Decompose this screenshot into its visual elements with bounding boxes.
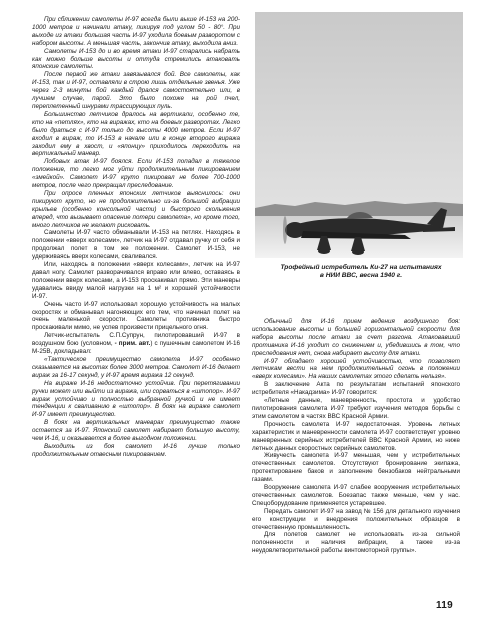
photo-caption	[262, 264, 460, 281]
paragraph: После первой же атаки завязывался бой. Все самолеты, как И-153, так и И-97, оставляли в строю лишь отдельные звенья. Уже через 2-3 минуты бой каждый дрался самостоятельно или, в лучшем случае, парой. Это было похоже на рой пчел, переплетенный шнурами трассирующих пуль.	[32, 71, 240, 110]
paragraph: Самолеты И-97 часто обманывали И-153 на петлях. Находясь в положении «вверх колесами», летчик на И-97 отдавал ручку от себя и продолжал полет в том же положении. Самолет И-153, не удерживаясь вверх колесами, сваливался.	[32, 229, 240, 261]
paragraph: При опросе пленных японских летчиков выяснилось: они пикируют круто, но не продолжительно из-за большой вибрации крыльев (особенно консольной части) и быстрого скольжения вперед, что вызывает опасение потери самолета», но кроме того, много летчиков не желают рисковать.	[32, 189, 240, 229]
paragraph: Лобовых атак И-97 боялся. Если И-153 попадал в тяжелое положение, то легко мог уйти продолжительным пикированием «змейкой». Самолет И-97 круто пикировал не более 700-1000 метров, после чего прекращал преследование.	[32, 158, 240, 190]
left-text-column	[32, 16, 240, 459]
paragraph: Или, находясь в положении «вверх колесами», летчик на И-97 давал ногу. Самолет разворачивался вправо или влево, оставаясь в положении вверх колесами, а И-153 проскакивал прямо. Эти маневры удавались ввиду малой нагрузки на 1 м² и хорошей устойчивости И-97.	[32, 261, 240, 300]
paragraph: Передать самолет И-97 на завод № 156 для детального изучения его конструкции и внедрения положительных образцов в отечественную промышленность.	[252, 507, 460, 531]
paragraph: Вооружение самолета И-97 слабее вооружения истребительных отечественных самолетов. Боезапас также меньше, чем у нас. Спецоборудование применяется устаревшее.	[252, 484, 460, 507]
paragraph: Летчик-испытатель С.П.Супрун, пилотировавший И-97 в воздушном бою (условном, - прим. авт.) с пушечным самолетом И-16 М-25В, докладывал:	[32, 332, 240, 356]
paragraph: Очень часто И-97 использовал хорошую устойчивость на малых скоростях и обманывал нагоняющих его тем, что начинал полет на очень маленькой скорости. Самолеты противника быстро проскакивали мимо, не успев произвести прицельного огня.	[32, 300, 240, 332]
paragraph: Живучесть самолета И-97 меньшая, чем у истребительных отечественных самолетов. Отсутствуют бронирование экипажа, протектирование баков и заполнение бензобаков нейтральными газами.	[252, 452, 460, 484]
paragraph: Для полетов самолет не использовать из-за сильной полоненности и наличия вибрации, а также из-за неудовлетворительной работы винтомоторной группы».	[252, 531, 460, 555]
paragraph: «Тактическое преимущество самолета И-97 особенно сказывается на высотах более 3000 метров. Самолет И-16 делает вираж за 16-17 секунд, у И-97 время виража 12 секунд.	[32, 355, 240, 379]
caption-line-2: в НИИ ВВС, весна 1940 г.	[319, 272, 403, 280]
page-number: 119	[436, 600, 454, 611]
paragraph: Самолеты И-153 до и во время атаки И-97 старались набрать как можно больше высоты и оттуда стремились атаковать японские самолеты.	[32, 47, 240, 71]
paragraph: «Летные данные, маневренность, простота и удобство пилотирования самолета И-97 требуют изучения методов борьбы с этим самолетом в частях ВВС Красной Армии.	[252, 397, 460, 420]
paragraph: Большинство летчиков дралось на вертикали, особенно те, кто на «петлях», кто на виражах, кто на боевых разворотах. Легко было драться с И-97 только до высоты 4000 метров. Если И-97 входил в вираж, то И-153 в начале или в конце второго виража заходил ему в хвост, и «японцу» приходилось переходить на вертикальный маневр.	[32, 110, 240, 158]
paragraph: На вираже И-16 недостаточно устойчив. При перетягивании ручки может или выйти из виража, или сорваться в «штопор». И-97 вираж устойчиво и полностью выбранной ручкой и не имеет тенденции к сваливанию в «штопор». В боях на вираже самолет И-97 имеет преимущество.	[32, 379, 240, 419]
aircraft-photo	[255, 12, 463, 258]
paragraph: И-97 обладает хорошей устойчивостью, что позволяет летчикам вести на нем продолжительный огонь в положении «вверх колесами». На наших самолетах этого сделать нельзя».	[252, 357, 460, 381]
paragraph: В боях на вертикальных маневрах преимущество также остается за И-97. Японский самолет набирает большую высоту, чем И-16, и оказывается в более выгодном положении.	[32, 419, 240, 443]
paragraph: При сближении самолеты И-97 всегда были выше И-153 на 200-1000 метров и начинали атаку, пикируя под углом 50 - 80°. При выходе из атаки большая часть И-97 уходила боевым разворотом с набором высоты. А меньшая часть, закончив атаку, выходила вниз.	[32, 16, 240, 47]
paragraph: В заключение Акта по результатам испытаний японского истребителя «Накадзима» И-97 говорится:	[252, 381, 460, 397]
paragraph: Прочность самолета И-97 недостаточная. Уровень летных характеристик и маневренности самолета И-97 соответствует уровню маневренных серийных истребителей ВВС Красной Армии, но ниже летных данных скоростных серийных самолетов.	[252, 420, 460, 452]
right-text-column	[252, 318, 460, 555]
paragraph: Обычный для И-16 прием ведения воздушного боя: использование высоты и большей горизонтальной скорости для набора высоты после атаки за счет разгона. Атаковавший противника И-16 уходит со снижением и, убедившись в том, что преследования нет, снова набирает высоту для атаки.	[252, 318, 460, 357]
caption-line-1: Трофейный истребитель Ки-27 на испытаниях	[280, 264, 442, 271]
paragraph: Выходить из боя самолет И-16 лучше только продолжительным отвесным пикированием.	[32, 442, 240, 458]
